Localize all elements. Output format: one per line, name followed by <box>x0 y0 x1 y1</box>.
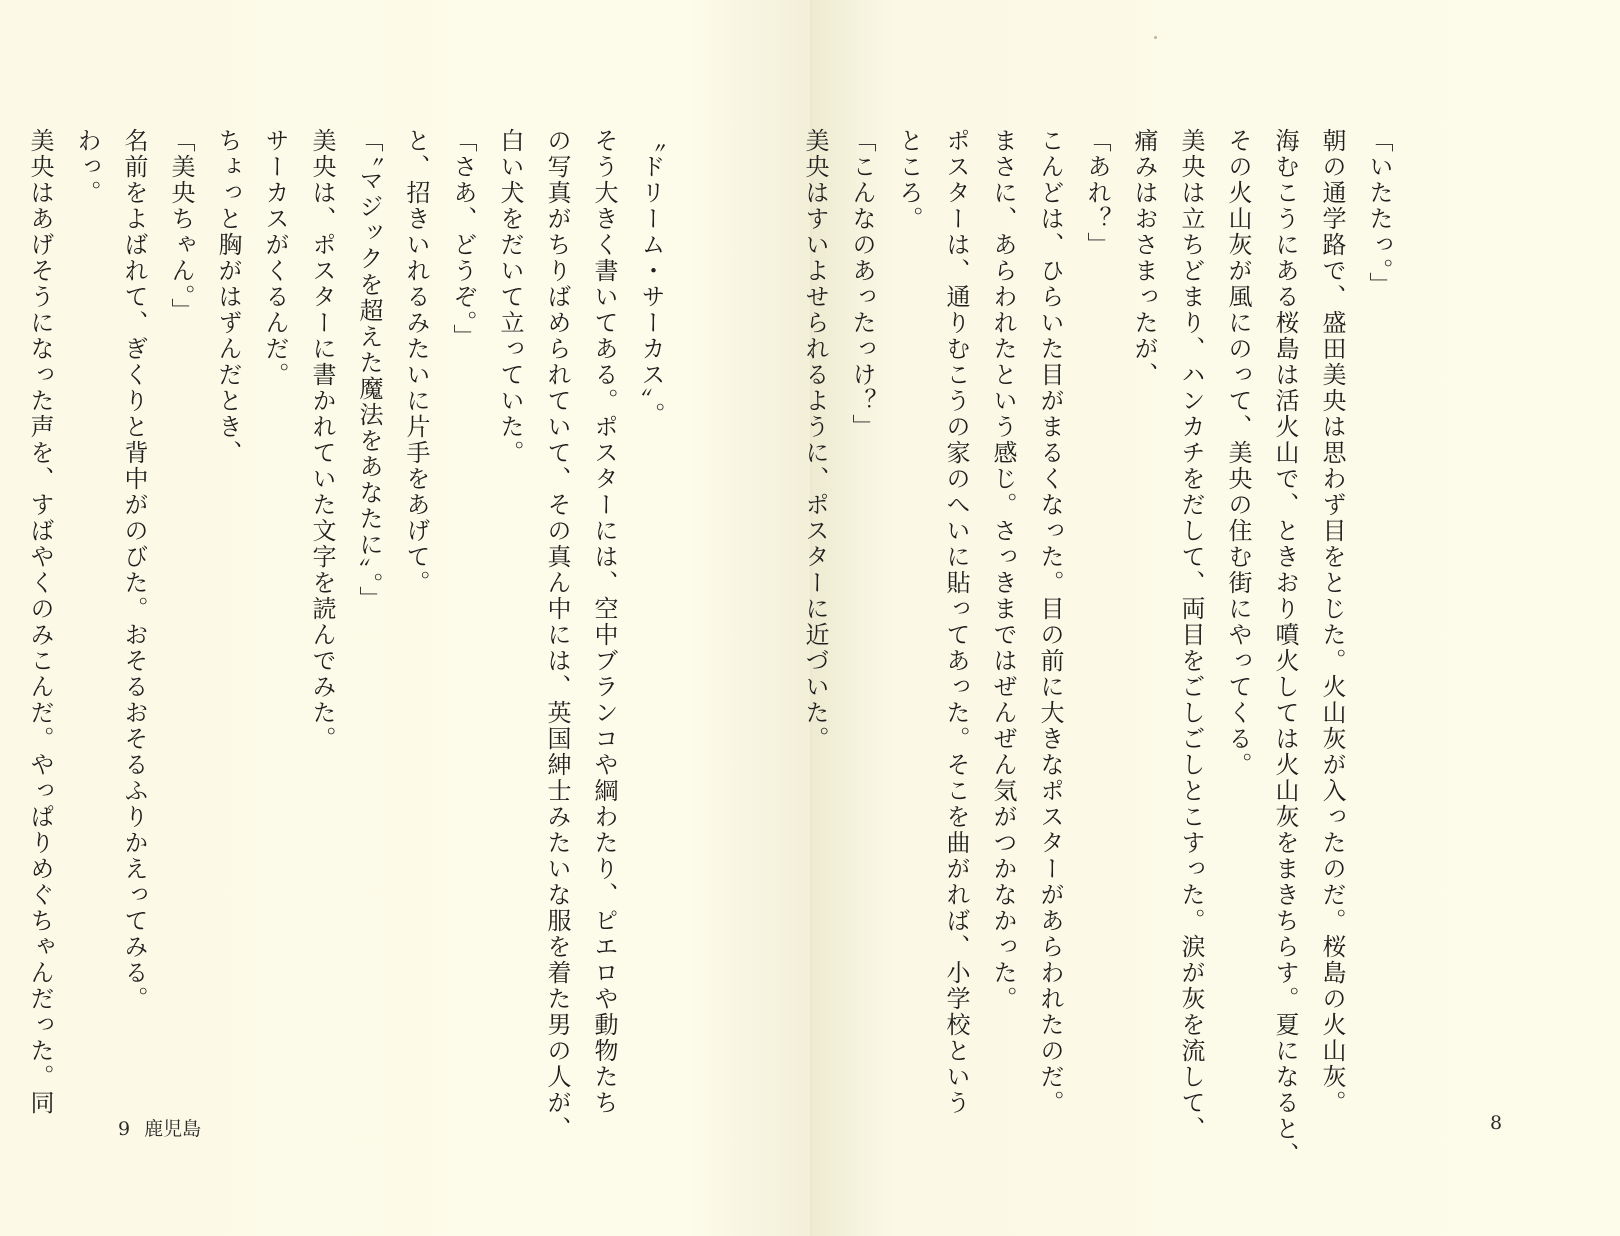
page-number: 8 <box>1490 1112 1503 1134</box>
text-line: ところ。 <box>895 128 923 232</box>
text-line: サーカスがくるんだ。 <box>261 128 289 388</box>
text-line: 「〝マジックを超えた魔法をあなたに〟。」 <box>355 128 383 612</box>
chapter-title: 鹿児島 <box>144 1118 202 1140</box>
text-line: 美央はすいよせられるように、ポスターに近づいた。 <box>801 128 829 752</box>
text-line: と、招きいれるみたいに片手をあげて。 <box>402 128 430 596</box>
text-line: そう大きく書いてある。ポスターには、空中ブランコや綱わたり、ピエロや動物たち <box>590 128 618 1116</box>
text-line: 名前をよばれて、ぎくりと背中がのびた。おそるおそるふりかえってみる。 <box>120 128 148 1012</box>
text-line: 「あれ？」 <box>1083 128 1111 258</box>
text-line: 「美央ちゃん。」 <box>167 128 195 324</box>
text-line: わっ。 <box>73 128 101 206</box>
text-line: 「こんなのあったっけ？」 <box>848 128 876 440</box>
right-page-body-text <box>801 128 1402 1168</box>
text-line: 美央はあげそうになった声を、すばやくのみこんだ。やっぱりめぐちゃんだった。同 <box>26 128 54 1116</box>
text-line: 白い犬をだいて立っていた。 <box>496 128 524 466</box>
text-line: 美央は立ちどまり、ハンカチをだして、両目をごしごしとこすった。涙が灰を流して、 <box>1177 128 1205 1142</box>
text-line: ちょっと胸がはずんだとき、 <box>214 128 242 466</box>
text-line: 痛みはおさまったが、 <box>1130 128 1158 388</box>
right-page <box>801 0 1620 1236</box>
text-line: 美央は、ポスターに書かれていた文字を読んでみた。 <box>308 128 336 752</box>
text-line: 「さあ、どうぞ。」 <box>449 128 477 350</box>
left-page-footer <box>118 1114 201 1141</box>
text-line: 「いたたっ。」 <box>1365 128 1393 298</box>
text-line: 朝の通学路で、盛田美央は思わず目をとじた。火山灰が入ったのだ。桜島の火山灰。 <box>1318 128 1346 1116</box>
page-number: 9 <box>118 1118 131 1140</box>
text-line: その火山灰が風にのって、美央の住む街にやってくる。 <box>1224 128 1252 778</box>
text-line: 〝ドリーム・サーカス〟。 <box>637 128 665 428</box>
paper-speck <box>1154 36 1157 39</box>
text-line: こんどは、ひらいた目がまるくなった。目の前に大きなポスターがあらわれたのだ。 <box>1036 128 1064 1116</box>
text-line: 海むこうにある桜島は活火山で、ときおり噴火しては火山灰をまきちらす。夏になると、 <box>1271 128 1299 1168</box>
text-line: まさに、あらわれたという感じ。さっきまではぜんぜん気がつかなかった。 <box>989 128 1017 1012</box>
text-line: の写真がちりばめられていて、その真ん中には、英国紳士みたいな服を着た男の人が、 <box>543 128 571 1142</box>
text-line: ポスターは、通りむこうの家のへいに貼ってあった。そこを曲がれば、小学校という <box>942 128 970 1116</box>
